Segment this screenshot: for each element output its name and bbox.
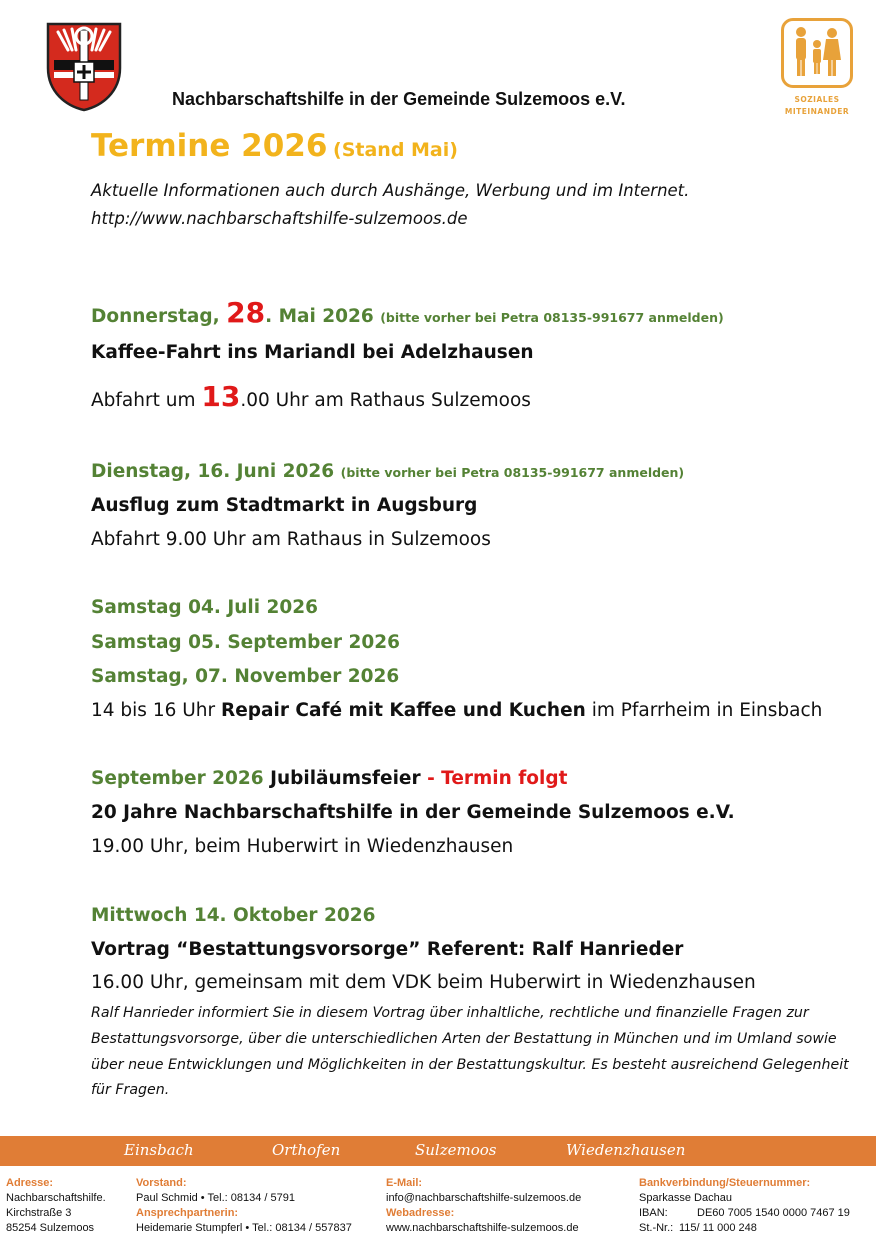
event5-title: Vortrag “Bestattungsvorsorge” Referent: Ralf Hanrieder: [91, 939, 684, 960]
event3-info-post: im Pfarrheim in Einsbach: [585, 700, 823, 721]
event4-date-text: September 2026: [91, 768, 271, 789]
bank-name: Sparkasse Dachau: [639, 1192, 732, 1204]
intro-url: http://www.nachbarschaftshilfe-sulzemoos.de: [91, 209, 468, 228]
address-line-1: Nachbarschaftshilfe.: [6, 1192, 106, 1204]
event4-info: 19.00 Uhr, beim Huberwirt in Wiedenzhausen: [91, 836, 514, 857]
footer-board: [136, 1176, 352, 1236]
email-link[interactable]: info@nachbarschaftshilfe-sulzemoos.de: [386, 1192, 582, 1204]
event2-date: [91, 461, 684, 482]
event1-date-month: . Mai 2026: [265, 306, 381, 327]
title-main: Termine 2026: [91, 128, 328, 164]
footer-bank: [639, 1176, 850, 1236]
web-link[interactable]: www.nachbarschaftshilfe-sulzemoos.de: [386, 1222, 579, 1234]
footer-address: [6, 1176, 106, 1236]
bank-tax: [639, 1221, 850, 1236]
event3-date-3: Samstag, 07. November 2026: [91, 666, 400, 687]
board-line: Paul Schmid • Tel.: 08134 / 5791: [136, 1192, 295, 1204]
tax-value: 115/ 11 000 248: [679, 1222, 757, 1234]
place-sulzemoos: Sulzemoos: [415, 1141, 497, 1159]
place-orthofen: Orthofen: [272, 1141, 341, 1159]
event1-info: [91, 380, 531, 413]
logo-text-top: SOZIALES: [794, 95, 840, 104]
family-icon: [791, 26, 843, 80]
event3-info: [91, 700, 822, 721]
municipal-crest-icon: [44, 20, 124, 112]
iban-label: IBAN:: [639, 1207, 668, 1219]
page-title: [91, 128, 458, 164]
footer-places-band: [0, 1136, 876, 1166]
contact-line: Heidemarie Stumpferl • Tel.: 08134 / 557837: [136, 1222, 352, 1234]
address-label: Adresse:: [6, 1177, 54, 1189]
board-label: Vorstand:: [136, 1177, 187, 1189]
event4-date: [91, 768, 567, 789]
event1-date: [91, 296, 724, 329]
event1-date-day: 28: [226, 296, 266, 329]
event1-info-post: .00 Uhr am Rathaus Sulzemoos: [240, 390, 531, 411]
bank-label: Bankverbindung/Steuernummer:: [639, 1177, 811, 1189]
event2-date-text: Dienstag, 16. Juni 2026: [91, 461, 341, 482]
intro-line: Aktuelle Informationen auch durch Aushänge, Werbung und im Internet.: [91, 181, 690, 200]
event5-description: Ralf Hanrieder informiert Sie in diesem Vortrag über inhaltliche, rechtliche und finanzielle Fragen zur Bestattungsvorsorge, über die unterschiedlichen Arten der Bestattung in München und im Umland sowie über neue Entwicklungen und Möglichkeiten in der Bestattungskultur. Es besteht ausreichend Gelegenheit für Fragen.: [91, 1005, 849, 1099]
event5-info: 16.00 Uhr, gemeinsam mit dem VDK beim Huberwirt in Wiedenzhausen: [91, 972, 756, 993]
event1-info-pre: Abfahrt um: [91, 390, 202, 411]
title-sub: (Stand Mai): [333, 139, 458, 161]
event1-info-hour: 13: [201, 380, 241, 413]
event3-info-bold: Repair Café mit Kaffee und Kuchen: [221, 700, 586, 721]
soziales-miteinander-logo: [781, 18, 853, 118]
place-wiedenzhausen: Wiedenzhausen: [566, 1141, 686, 1159]
event3-date-1: Samstag 04. Juli 2026: [91, 597, 318, 618]
event1-title: Kaffee-Fahrt ins Mariandl bei Adelzhausen: [91, 342, 534, 363]
organization-name: Nachbarschaftshilfe in der Gemeinde Sulzemoos e.V.: [172, 89, 626, 109]
event1-hint: (bitte vorher bei Petra 08135-991677 anmelden): [380, 310, 724, 325]
event4-label: Jubiläumsfeier: [270, 768, 428, 789]
event2-hint: (bitte vorher bei Petra 08135-991677 anmelden): [340, 465, 685, 480]
address-line-2: Kirchstraße 3: [6, 1207, 72, 1219]
event2-info: Abfahrt 9.00 Uhr am Rathaus in Sulzemoos: [91, 529, 491, 550]
email-label: E-Mail:: [386, 1177, 423, 1189]
footer-web: [386, 1176, 581, 1236]
event1-date-weekday: Donnerstag,: [91, 306, 227, 327]
place-einsbach: Einsbach: [124, 1141, 194, 1159]
event3-date-2: Samstag 05. September 2026: [91, 632, 400, 653]
event2-title: Ausflug zum Stadtmarkt in Augsburg: [91, 495, 478, 516]
tax-label: St.-Nr.:: [639, 1222, 674, 1234]
event4-note: - Termin folgt: [427, 768, 568, 789]
event3-info-pre: 14 bis 16 Uhr: [91, 700, 221, 721]
address-line-3: 85254 Sulzemoos: [6, 1222, 95, 1234]
event4-title: 20 Jahre Nachbarschaftshilfe in der Gemeinde Sulzemoos e.V.: [91, 802, 735, 823]
bank-iban: [639, 1206, 850, 1221]
contact-label: Ansprechpartnerin:: [136, 1207, 239, 1219]
web-label: Webadresse:: [386, 1207, 455, 1219]
logo-text-bottom: MITEINANDER: [784, 107, 850, 116]
event5-date: Mittwoch 14. Oktober 2026: [91, 905, 376, 926]
iban-value: DE60 7005 1540 0000 7467 19: [697, 1207, 850, 1219]
